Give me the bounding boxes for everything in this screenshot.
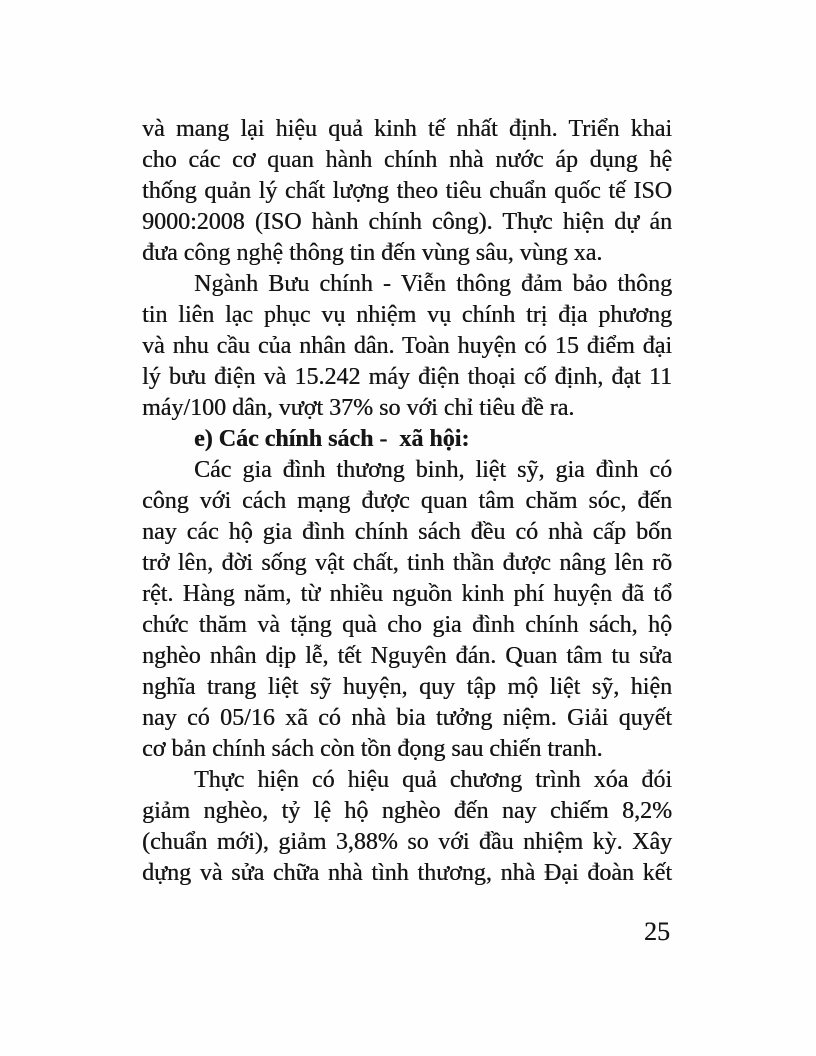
text-line: đưa công nghệ thông tin đến vùng sâu, vùng xa. — [142, 240, 603, 266]
section-heading: e) Các chính sách - xã hội: — [194, 426, 470, 452]
page-number: 25 — [644, 917, 670, 946]
text-line: lý bưu điện và 15.242 máy điện thoại cố định, đạt 11 — [142, 364, 672, 390]
text-line: thống quản lý chất lượng theo tiêu chuẩn quốc tế ISO — [142, 178, 672, 204]
text-line: nay có 05/16 xã có nhà bia tưởng niệm. Giải quyết — [142, 705, 672, 731]
text-line: cho các cơ quan hành chính nhà nước áp dụng hệ — [142, 147, 672, 173]
text-line: giảm nghèo, tỷ lệ hộ nghèo đến nay chiếm 8,2% — [142, 798, 672, 824]
text-line: công với cách mạng được quan tâm chăm sóc, đến — [142, 488, 672, 514]
text-line: Thực hiện có hiệu quả chương trình xóa đói — [194, 767, 672, 793]
text-line: và mang lại hiệu quả kinh tế nhất định. Triển khai — [142, 116, 672, 142]
text-line: rệt. Hàng năm, từ nhiều nguồn kinh phí huyện đã tổ — [142, 581, 672, 607]
text-line: dựng và sửa chữa nhà tình thương, nhà Đại đoàn kết — [142, 860, 672, 886]
text-line: Ngành Bưu chính - Viễn thông đảm bảo thông — [194, 271, 672, 297]
text-block — [142, 114, 672, 889]
text-line: trở lên, đời sống vật chất, tinh thần được nâng lên rõ — [142, 550, 672, 576]
text-line: (chuẩn mới), giảm 3,88% so với đầu nhiệm kỳ. Xây — [142, 829, 672, 855]
text-line: tin liên lạc phục vụ nhiệm vụ chính trị địa phương — [142, 302, 672, 328]
text-line: nay các hộ gia đình chính sách đều có nhà cấp bốn — [142, 519, 672, 545]
text-line: 9000:2008 (ISO hành chính công). Thực hiện dự án — [142, 209, 672, 235]
text-line: chức thăm và tặng quà cho gia đình chính sách, hộ — [142, 612, 672, 638]
text-line: máy/100 dân, vượt 37% so với chỉ tiêu đề ra. — [142, 395, 575, 421]
text-line: nghèo nhân dịp lễ, tết Nguyên đán. Quan tâm tu sửa — [142, 643, 672, 669]
text-line: và nhu cầu của nhân dân. Toàn huyện có 15 điểm đại — [142, 333, 672, 359]
text-line: nghĩa trang liệt sỹ huyện, quy tập mộ liệt sỹ, hiện — [142, 674, 672, 700]
text-line: Các gia đình thương binh, liệt sỹ, gia đình có — [194, 457, 672, 483]
text-line: cơ bản chính sách còn tồn đọng sau chiến tranh. — [142, 736, 603, 762]
